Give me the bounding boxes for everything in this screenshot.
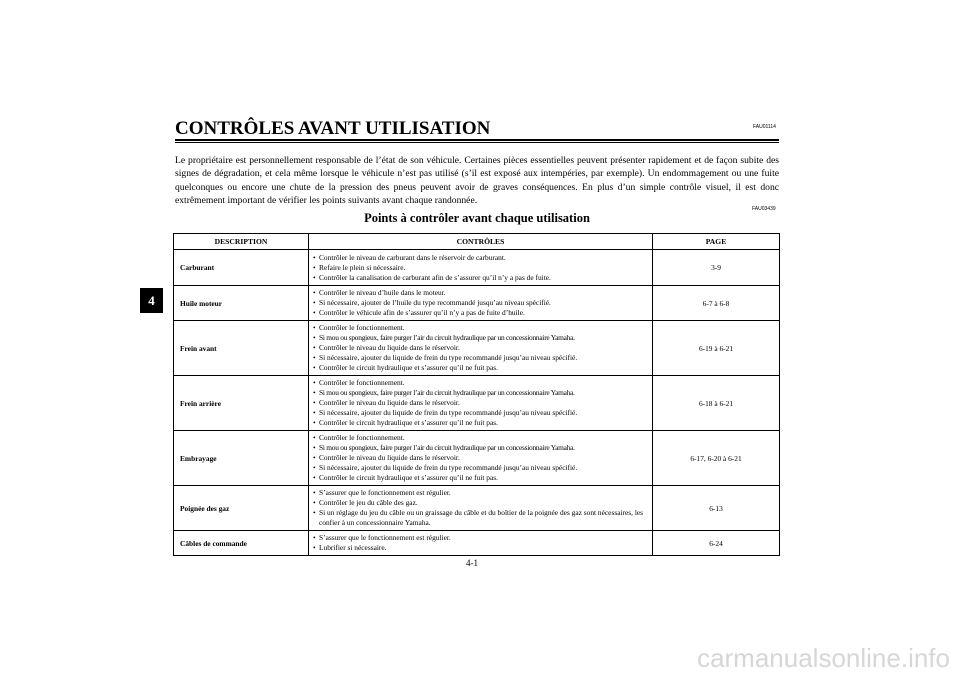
section-title: Points à contrôler avant chaque utilisation: [364, 211, 590, 225]
section-code: FAU03439: [752, 206, 776, 212]
check-item: • Contrôler le fonctionnement.: [313, 378, 648, 388]
check-item: • Refaire le plein si nécessaire.: [313, 263, 648, 273]
row-description: Frein avant: [174, 321, 309, 376]
column-header-page: PAGE: [653, 234, 780, 250]
check-item: • Contrôler le niveau du liquide dans le réservoir.: [313, 453, 648, 463]
row-description: Embrayage: [174, 431, 309, 486]
check-item: • Contrôler le niveau du liquide dans le réservoir.: [313, 343, 648, 353]
check-item: • Si mou ou spongieux, faire purger l’air du circuit hydraulique par un concessionnaire Yamaha.: [313, 443, 648, 453]
check-item: • Contrôler le niveau de carburant dans le réservoir de carburant.: [313, 253, 648, 263]
row-page: 6-17, 6-20 à 6-21: [653, 431, 780, 486]
table-row: [174, 431, 780, 486]
row-description: Frein arrière: [174, 376, 309, 431]
column-header-checks: CONTRÔLES: [309, 234, 653, 250]
check-item: • Si nécessaire, ajouter du liquide de frein du type recommandé jusqu’au niveau spécifié.: [313, 353, 648, 363]
watermark: carmanualsonline.info: [697, 643, 950, 673]
row-checks: [309, 486, 653, 531]
check-item: • Si un réglage du jeu du câble ou un graissage du câble et du boîtier de la poignée des gaz sont nécessaires, les confier à un concessionnaire Yamaha.: [313, 508, 648, 528]
check-item: • Contrôler le niveau du liquide dans le réservoir.: [313, 398, 648, 408]
row-description: Câbles de commande: [174, 531, 309, 556]
row-page: 6-18 à 6-21: [653, 376, 780, 431]
row-description: Poignée des gaz: [174, 486, 309, 531]
table-row: [174, 376, 780, 431]
check-item: • Contrôler le véhicule afin de s’assurer qu’il n’y a pas de fuite d’huile.: [313, 308, 648, 318]
table-header-row: [174, 234, 780, 250]
row-checks: [309, 376, 653, 431]
check-item: • Si nécessaire, ajouter du liquide de frein du type recommandé jusqu’au niveau spécifié.: [313, 408, 648, 418]
check-item: • Contrôler la canalisation de carburant afin de s’assurer qu’il n’y a pas de fuite.: [313, 273, 648, 283]
row-checks: [309, 250, 653, 286]
check-item: • Contrôler le niveau d’huile dans le moteur.: [313, 288, 648, 298]
title-code: FAU01114: [753, 124, 776, 130]
page-number: 4-1: [466, 558, 478, 568]
intro-paragraph: Le propriétaire est personnellement responsable de l’état de son véhicule. Certaines pièces essentielles peuvent présenter rapidement et de façon subite des signes de dégradation, et cela même lorsque le véhicule n’est pas utilisé (s’il est exposé aux intempéries, par exemple). Un endommagement ou une fuite quelconques ou encore une chute de la pression des pneus peuvent avoir de graves conséquences. En plus d’un simple contrôle visuel, il est donc extrêmement important de vérifier les points suivants avant chaque randonnée.: [175, 155, 779, 206]
row-checks: [309, 321, 653, 376]
title-rule: [175, 139, 779, 141]
table-row: [174, 531, 780, 556]
check-item: • S’assurer que le fonctionnement est régulier.: [313, 533, 648, 543]
row-checks: [309, 431, 653, 486]
table-row: [174, 321, 780, 376]
title-rule-thin: [175, 142, 779, 143]
table-row: [174, 250, 780, 286]
check-item: • Contrôler le circuit hydraulique et s’assurer qu’il ne fuit pas.: [313, 363, 648, 373]
row-page: 6-19 à 6-21: [653, 321, 780, 376]
check-item: • Si mou ou spongieux, faire purger l’air du circuit hydraulique par un concessionnaire Yamaha.: [313, 388, 648, 398]
check-item: • Contrôler le jeu du câble des gaz.: [313, 498, 648, 508]
checks-table: [173, 233, 780, 556]
check-item: • Si nécessaire, ajouter de l’huile du type recommandé jusqu’au niveau spécifié.: [313, 298, 648, 308]
check-item: • Si mou ou spongieux, faire purger l’air du circuit hydraulique par un concessionnaire Yamaha.: [313, 333, 648, 343]
row-description: Carburant: [174, 250, 309, 286]
row-description: Huile moteur: [174, 286, 309, 321]
table-row: [174, 286, 780, 321]
row-page: 3-9: [653, 250, 780, 286]
page-title: CONTRÔLES AVANT UTILISATION: [175, 118, 491, 139]
check-item: • Contrôler le circuit hydraulique et s’assurer qu’il ne fuit pas.: [313, 418, 648, 428]
check-item: • Contrôler le fonctionnement.: [313, 433, 648, 443]
section-tab: 4: [140, 288, 163, 313]
row-page: 6-13: [653, 486, 780, 531]
check-item: • Contrôler le circuit hydraulique et s’assurer qu’il ne fuit pas.: [313, 473, 648, 483]
check-item: • S’assurer que le fonctionnement est régulier.: [313, 488, 648, 498]
row-checks: [309, 286, 653, 321]
table-row: [174, 486, 780, 531]
column-header-description: DESCRIPTION: [174, 234, 309, 250]
check-item: • Contrôler le fonctionnement.: [313, 323, 648, 333]
check-item: • Si nécessaire, ajouter du liquide de frein du type recommandé jusqu’au niveau spécifié.: [313, 463, 648, 473]
row-page: 6-24: [653, 531, 780, 556]
row-checks: [309, 531, 653, 556]
row-page: 6-7 à 6-8: [653, 286, 780, 321]
check-item: • Lubrifier si nécessaire.: [313, 543, 648, 553]
